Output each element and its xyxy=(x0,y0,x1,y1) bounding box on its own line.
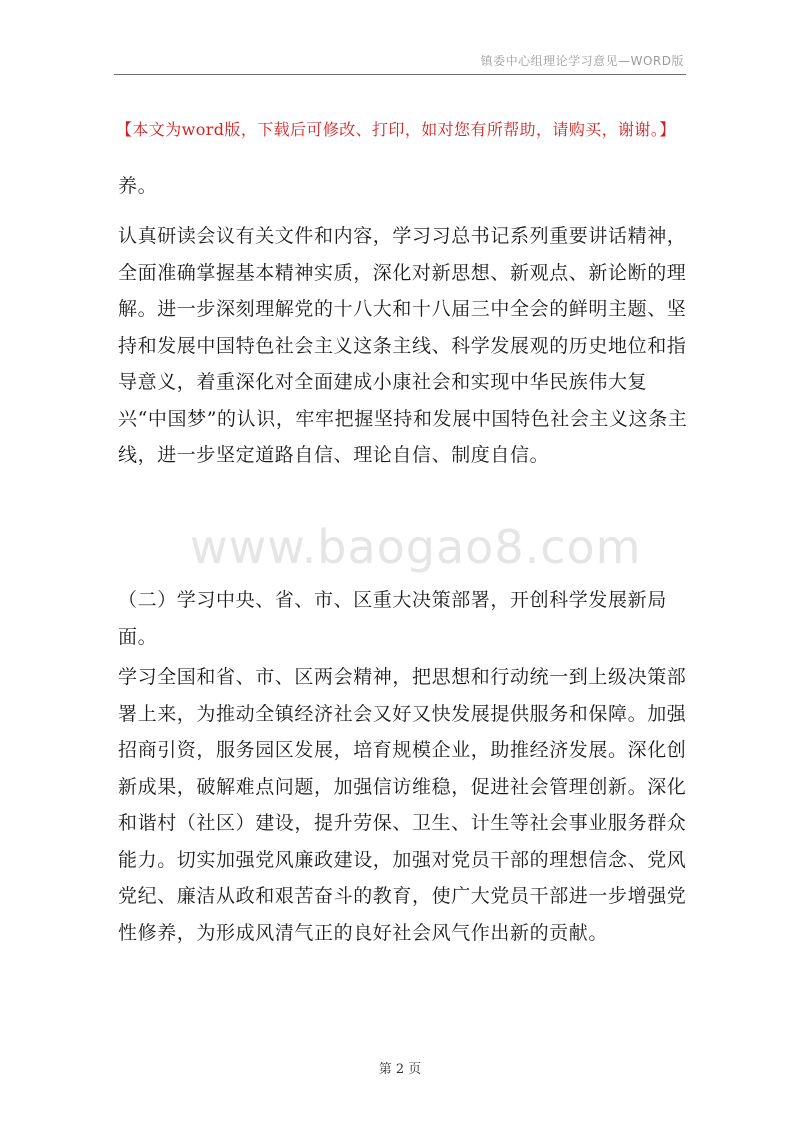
paragraph-study-documents: 认真研读会议有关文件和内容，学习习总书记系列重要讲话精神，全面准确掌握基本精神实质，深化对新思想、新观点、新论断的理解。进一步深刻理解党的十八大和十八届三中全会的鲜明主题、坚持和发展中国特色社会主义这条主线、科学发展观的历史地位和指导意义，着重深化对全面建成小康社会和实现中华民族伟大复兴“中国梦”的认识，牢牢把握坚持和发展中国特色社会主义这条主线，进一步坚定道路自信、理论自信、制度自信。 xyxy=(118,225,688,466)
page-number: 第 2 页 xyxy=(378,1062,422,1077)
section-heading-2: （二）学习中央、省、市、区重大决策部署，开创科学发展新局面。 xyxy=(118,589,667,648)
purchase-notice: 【本文为word版，下载后可修改、打印，如对您有所帮助，请购买，谢谢。】 xyxy=(116,120,676,139)
watermark: www.baogao8.com xyxy=(190,520,642,574)
paragraph-two-sessions: 学习全国和省、市、区两会精神，把思想和行动统一到上级决策部署上来，为推动全镇经济社会又好又快发展提供服务和保障。加强招商引资，服务园区发展，培育规模企业，助推经济发展。深化创新成果，破解难点问题，加强信访维稳，促进社会管理创新。深化和谐村（社区）建设，提升劳保、卫生、计生等社会事业服务群众能力。切实加强党风廉政建设，加强对党员干部的理想信念、党风党纪、廉洁从政和艰苦奋斗的教育，使广大党员干部进一步增强党性修养，为形成风清气正的良好社会风气作出新的贡献。 xyxy=(118,666,687,944)
running-header: 镇委中心组理论学习意见—WORD版 xyxy=(480,54,684,68)
paragraph-continuation: 养。 xyxy=(118,175,158,197)
header-divider xyxy=(114,74,686,75)
